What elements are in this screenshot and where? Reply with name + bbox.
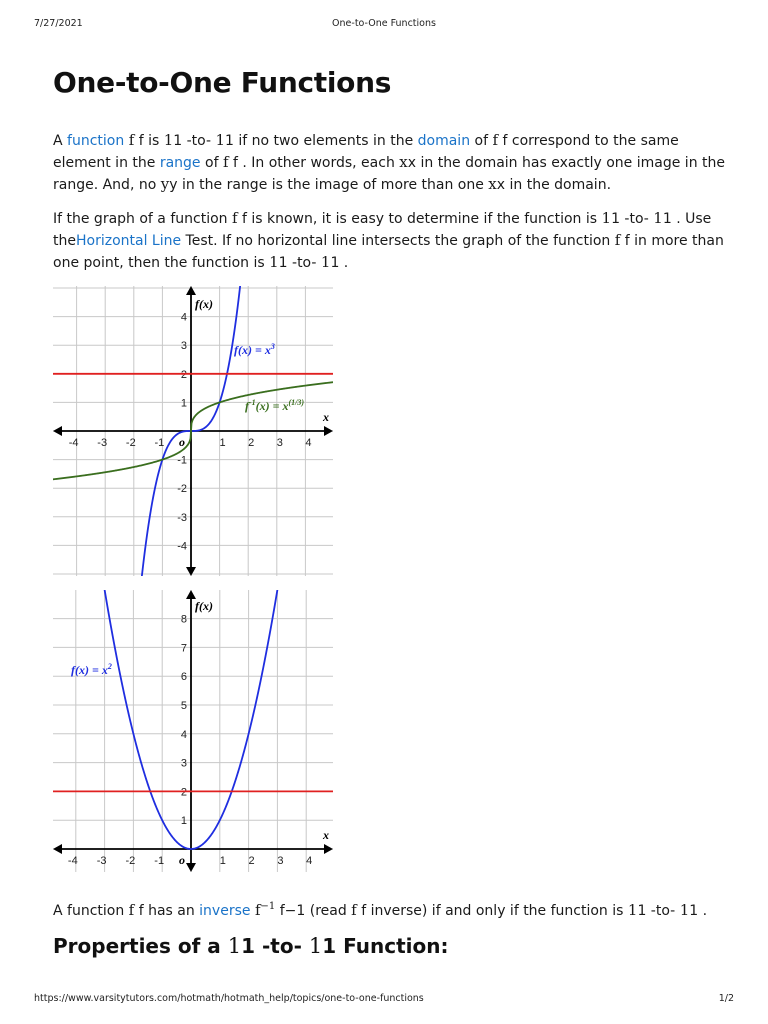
y-axis-arrow-down	[186, 567, 196, 576]
print-date: 7/27/2021	[34, 18, 83, 29]
x-tick-label: 4	[305, 437, 312, 449]
graph-cubic-and-cube-root	[53, 286, 333, 576]
x-tick-label: 4	[306, 855, 313, 867]
link-function[interactable]: function	[67, 133, 125, 149]
link-domain[interactable]: domain	[417, 133, 471, 149]
link-horizontal-line[interactable]: Horizontal Line	[75, 233, 182, 249]
y-tick-label: 1	[180, 397, 187, 410]
y-axis-arrow-up	[186, 590, 196, 599]
x-tick-label: -1	[154, 437, 165, 449]
graph-square	[53, 590, 333, 872]
label-cubic: $f(x) = x^3$	[234, 342, 275, 357]
x-tick-label: 3	[277, 855, 284, 867]
print-title: One-to-One Functions	[332, 18, 436, 29]
y-tick-label: -2	[177, 483, 187, 496]
paragraph-inverse: A function f f has an inverse $f^{-1}$ f−1 (read f f inverse) if and only if the function is 11 -to- 11 .	[53, 901, 708, 919]
x-axis-arrow-left	[53, 426, 62, 436]
paragraph-definition: A function f f is 11 -to- 11 if no two elements in the domain of f f correspond to the same element in the range of f f . In other words, each xx in the domain has exactly one image in the range. And, no yy in the range is the image of more than one xx in the domain.	[53, 131, 725, 193]
y-tick-label: 2	[180, 368, 187, 381]
link-range[interactable]: range	[159, 155, 201, 171]
y-tick-label: 4	[180, 728, 187, 741]
y-axis-arrow-up	[186, 286, 196, 295]
y-tick-label: 2	[180, 786, 187, 799]
y-tick-label: 1	[180, 815, 187, 828]
y-tick-label: -4	[177, 540, 187, 553]
y-axis-label: f(x)	[195, 599, 213, 613]
x-axis-label: x	[323, 410, 329, 424]
x-tick-label: -4	[67, 855, 78, 867]
origin-label: o	[179, 435, 185, 449]
y-tick-label: 5	[180, 700, 187, 712]
paragraph-horizontal-line-test: If the graph of a function f f is known, it is easy to determine if the function is 11 -to- 11 . Use theHorizontal Line Test. If no horizontal line intersects the graph of the function f f in more than one point, then the function is 11 -to- 11 .	[53, 209, 724, 271]
label-cube-root: $f^{-1}(x) = x^{(1/3)}$	[245, 398, 305, 413]
section-heading-properties: Properties of a 11 -to- 11 Function:	[53, 934, 449, 958]
y-tick-label: 7	[180, 642, 187, 655]
x-axis-arrow-left	[53, 844, 62, 854]
label-parabola: $f(x) = x^2$	[71, 662, 112, 677]
x-tick-label: -4	[68, 437, 79, 449]
x-tick-label: 2	[248, 437, 255, 449]
x-tick-label: -1	[154, 855, 165, 867]
page-title: One-to-One Functions	[53, 66, 392, 99]
print-page-number: 1/2	[718, 993, 734, 1004]
print-url: https://www.varsitytutors.com/hotmath/hotmath_help/topics/one-to-one-functions	[34, 993, 424, 1004]
x-tick-label: 1	[219, 437, 226, 449]
x-tick-label: 3	[276, 437, 283, 449]
x-tick-label: -2	[125, 437, 136, 449]
y-axis-arrow-down	[186, 863, 196, 872]
grid	[53, 590, 333, 872]
graph-2-svg	[53, 590, 333, 872]
graph-1-svg	[53, 286, 333, 576]
origin-label: o	[179, 853, 185, 867]
x-axis-arrow-right	[324, 844, 333, 854]
y-tick-label: 3	[180, 757, 187, 770]
y-tick-label: 8	[180, 613, 187, 626]
x-tick-label: -2	[125, 855, 136, 867]
link-inverse[interactable]: inverse	[199, 903, 251, 919]
x-tick-label: 2	[248, 855, 255, 867]
x-axis-arrow-right	[324, 426, 333, 436]
y-axis-label: f(x)	[195, 297, 213, 311]
x-tick-label: -3	[97, 437, 108, 449]
y-tick-label: 6	[180, 671, 187, 684]
y-tick-label: 3	[180, 340, 187, 353]
y-tick-label: -3	[177, 511, 187, 524]
y-tick-label: 4	[180, 311, 187, 324]
x-tick-label: 1	[219, 855, 226, 867]
x-tick-label: -3	[96, 855, 107, 867]
x-axis-label: x	[323, 828, 329, 842]
y-tick-label: -1	[177, 454, 187, 467]
